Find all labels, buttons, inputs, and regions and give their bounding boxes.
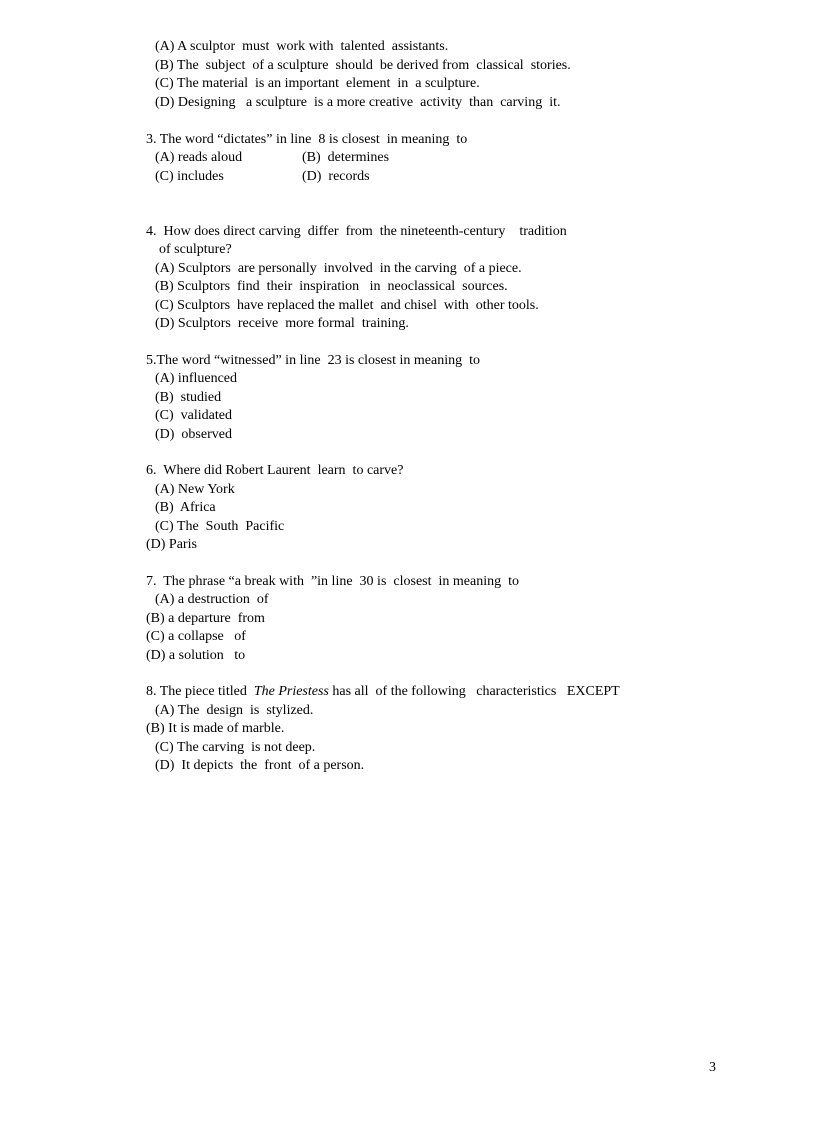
- q3-option-c: (C) includes: [155, 169, 224, 184]
- q2-option-b: (B) The subject of a sculpture should be derived from classical stories.: [155, 58, 571, 73]
- q4-stem-line2: of sculpture?: [159, 242, 232, 257]
- q3-option-a: (A) reads aloud: [155, 150, 243, 165]
- q5-option-a: (A) influenced: [155, 371, 238, 386]
- q8-option-b: (B) It is made of marble.: [146, 721, 285, 736]
- q7-option-d: (D) a solution to: [146, 648, 246, 663]
- q4-option-d: (D) Sculptors receive more formal training.: [155, 316, 409, 331]
- q4-option-c: (C) Sculptors have replaced the mallet and chisel with other tools.: [155, 298, 539, 313]
- q8-option-c: (C) The carving is not deep.: [155, 740, 316, 755]
- q8-stem-title: The Priestess: [253, 684, 329, 699]
- q5-option-c: (C) validated: [155, 408, 232, 423]
- q8-stem: [146, 683, 620, 701]
- q4-option-b: (B) Sculptors find their inspiration in neoclassical sources.: [155, 279, 508, 294]
- q8-option-d: (D) It depicts the front of a person.: [155, 758, 365, 773]
- q5-stem: 5.The word “witnessed” in line 23 is closest in meaning to: [146, 353, 480, 368]
- q3-option-b: (B) determines: [302, 150, 390, 165]
- q6-stem: 6. Where did Robert Laurent learn to carve?: [146, 463, 404, 478]
- q4-stem-line1: 4. How does direct carving differ from the nineteenth-century tradition: [146, 224, 567, 239]
- q3-option-d: (D) records: [302, 169, 370, 184]
- q2-option-c: (C) The material is an important element in a sculpture.: [155, 76, 480, 91]
- q7-option-b: (B) a departure from: [146, 611, 265, 626]
- q8-stem-prefix: 8. The piece titled: [146, 684, 254, 699]
- q4-option-a: (A) Sculptors are personally involved in the carving of a piece.: [155, 261, 522, 276]
- q3-stem: 3. The word “dictates” in line 8 is closest in meaning to: [146, 132, 468, 147]
- q7-option-a: (A) a destruction of: [155, 592, 269, 607]
- q6-option-a: (A) New York: [155, 482, 235, 497]
- q2-option-d: (D) Designing a sculpture is a more creative activity than carving it.: [155, 95, 561, 110]
- q7-option-c: (C) a collapse of: [146, 629, 246, 644]
- q6-option-b: (B) Africa: [155, 500, 216, 515]
- q8-option-a: (A) The design is stylized.: [155, 703, 314, 718]
- q6-option-c: (C) The South Pacific: [155, 519, 285, 534]
- q5-option-d: (D) observed: [155, 427, 232, 442]
- q7-stem: 7. The phrase “a break with ”in line 30 is closest in meaning to: [146, 574, 519, 589]
- q2-option-a: (A) A sculptor must work with talented assistants.: [155, 39, 449, 54]
- q5-option-b: (B) studied: [155, 390, 222, 405]
- q6-option-d: (D) Paris: [146, 537, 197, 552]
- q8-stem-suffix: has all of the following characteristics EXCEPT: [328, 684, 620, 699]
- page-number: 3: [709, 1060, 716, 1075]
